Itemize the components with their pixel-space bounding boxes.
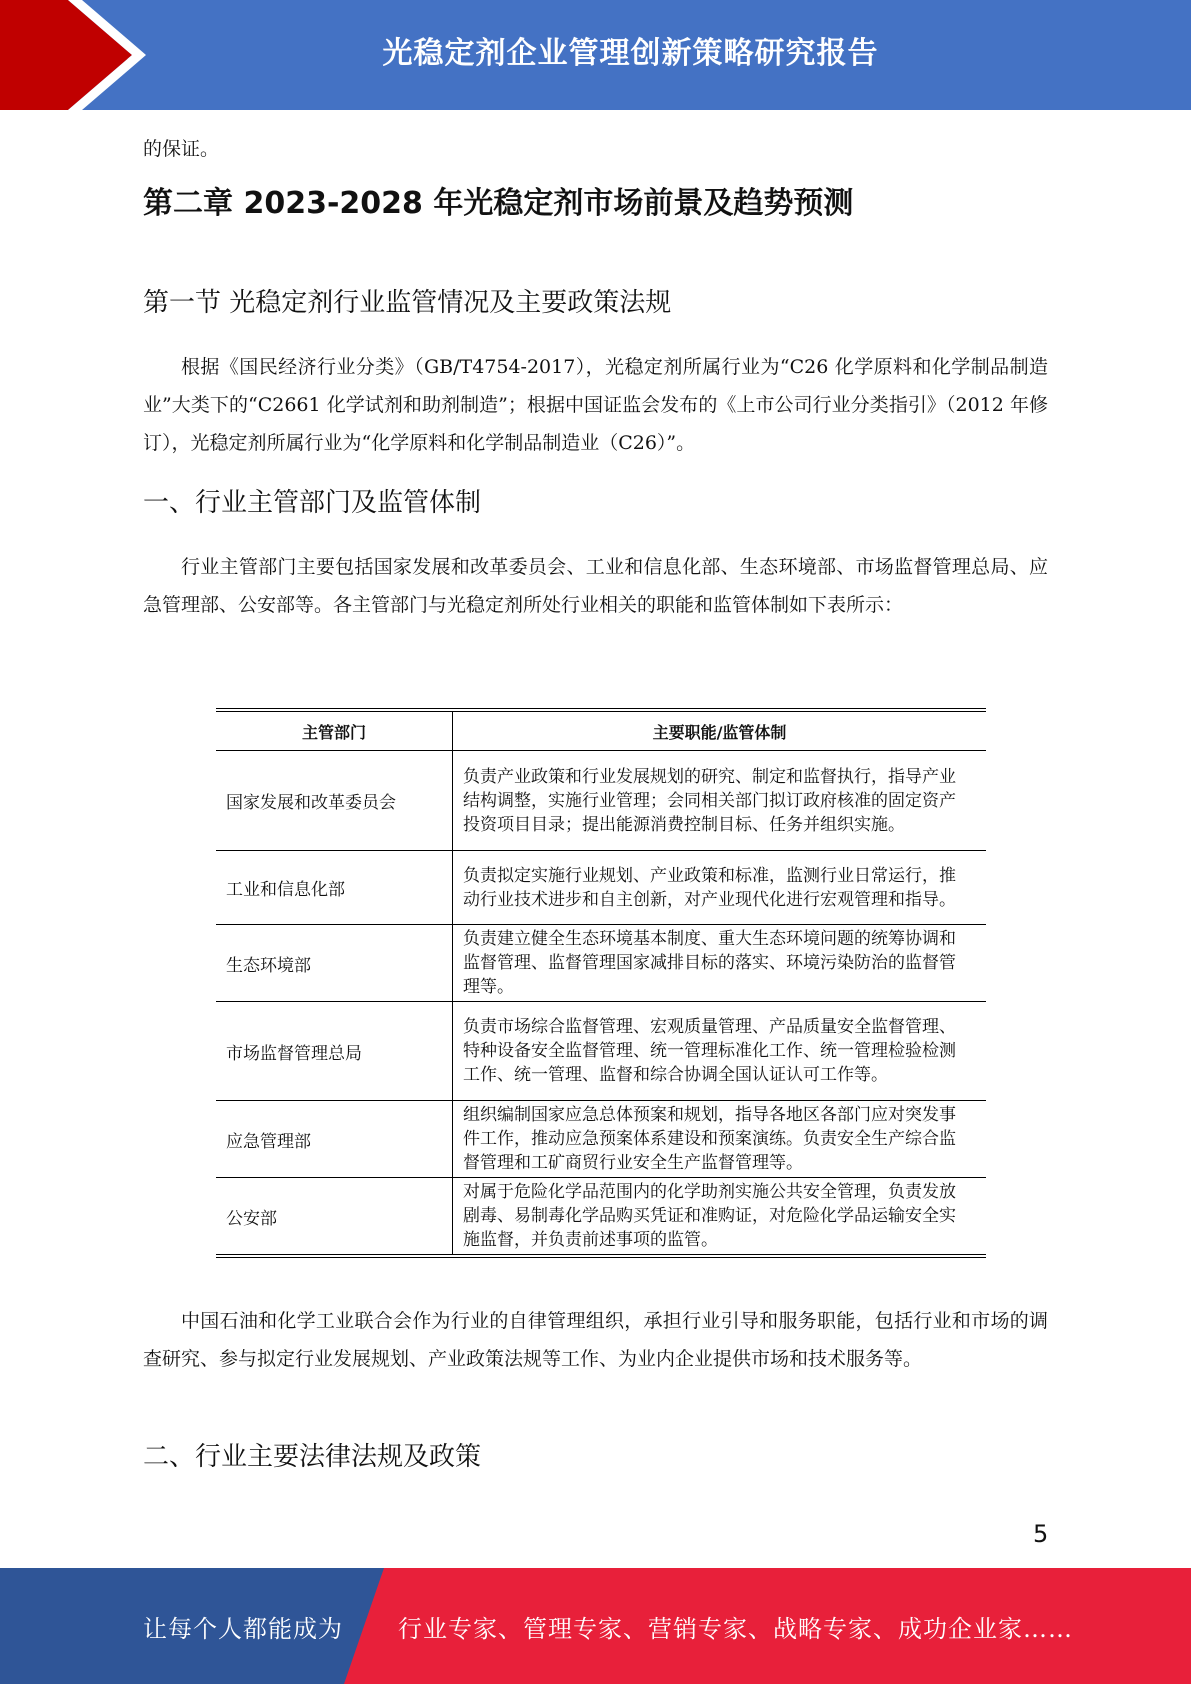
dept-cell: 工业和信息化部	[216, 851, 453, 925]
duty-cell: 负责产业政策和行业发展规划的研究、制定和监督执行，指导产业结构调整，实施行业管理；会同相关部门拟订政府核准的固定资产投资项目目录；提出能源消费控制目标、任务并组织实施。	[453, 751, 987, 851]
table-row	[216, 751, 986, 851]
page-footer	[0, 1568, 1191, 1684]
table-row	[216, 1002, 986, 1101]
table-row	[216, 1101, 986, 1178]
table-row	[216, 851, 986, 925]
duty-cell: 对属于危险化学品范围内的化学助剂实施公共安全管理，负责发放剧毒、易制毒化学品购买凭证和准购证，对危险化学品运输安全实施监督，并负责前述事项的监管。	[453, 1178, 987, 1257]
dept-cell: 市场监督管理总局	[216, 1002, 453, 1101]
table-header-dept: 主管部门	[216, 710, 453, 751]
continuation-text: 的保证。	[143, 138, 220, 160]
paragraph-authorities: 行业主管部门主要包括国家发展和改革委员会、工业和信息化部、生态环境部、市场监督管理总局、应急管理部、公安部等。各主管部门与光稳定剂所处行业相关的职能和监管体制如下表所示：	[143, 556, 1048, 616]
subsection-authorities: 一、行业主管部门及监管体制	[143, 488, 482, 518]
page-number: 5	[1033, 1520, 1049, 1548]
dept-cell: 公安部	[216, 1178, 453, 1257]
table-header-row	[216, 710, 986, 751]
footer-slogan-left: 让每个人都能成为	[143, 1614, 343, 1643]
paragraph-association: 中国石油和化学工业联合会作为行业的自律管理组织，承担行业引导和服务职能，包括行业和市场的调查研究、参与拟定行业发展规划、产业政策法规等工作、为业内企业提供市场和技术服务等。	[143, 1310, 1048, 1370]
subsection-laws: 二、行业主要法律法规及政策	[143, 1442, 482, 1472]
dept-cell: 生态环境部	[216, 925, 453, 1002]
table-row	[216, 925, 986, 1002]
duty-cell: 组织编制国家应急总体预案和规划，指导各地区各部门应对突发事件工作，推动应急预案体系建设和预案演练。负责安全生产综合监督管理和工矿商贸行业安全生产监督管理等。	[453, 1101, 987, 1178]
chapter-title: 第二章 2023-2028 年光稳定剂市场前景及趋势预测	[143, 186, 854, 221]
header-title: 光稳定剂企业管理创新策略研究报告	[382, 36, 879, 71]
duty-cell: 负责市场综合监督管理、宏观质量管理、产品质量安全监督管理、特种设备安全监督管理、统一管理标准化工作、统一管理检验检测工作、统一管理、监督和综合协调全国认证认可工作等。	[453, 1002, 987, 1101]
paragraph-classification: 根据《国民经济行业分类》（GB/T4754-2017），光稳定剂所属行业为“C26 化学原料和化学制品制造业”大类下的“C2661 化学试剂和助剂制造”；根据中国证监会发布的《上市公司行业分类指引》（2012 年修订），光稳定剂所属行业为“化学原料和化学制品制造业（C26）”。	[143, 356, 1048, 454]
dept-cell: 应急管理部	[216, 1101, 453, 1178]
table-header-duty: 主要职能/监管体制	[453, 710, 987, 751]
footer-slogan-right: 行业专家、管理专家、营销专家、战略专家、成功企业家……	[398, 1614, 1073, 1643]
section-title: 第一节 光稳定剂行业监管情况及主要政策法规	[143, 288, 672, 318]
page-header	[0, 0, 1191, 110]
table-row	[216, 1178, 986, 1257]
dept-cell: 国家发展和改革委员会	[216, 751, 453, 851]
regulators-table	[216, 708, 986, 1258]
duty-cell: 负责拟定实施行业规划、产业政策和标准，监测行业日常运行，推动行业技术进步和自主创新，对产业现代化进行宏观管理和指导。	[453, 851, 987, 925]
duty-cell: 负责建立健全生态环境基本制度、重大生态环境问题的统筹协调和监督管理、监督管理国家减排目标的落实、环境污染防治的监督管理等。	[453, 925, 987, 1002]
